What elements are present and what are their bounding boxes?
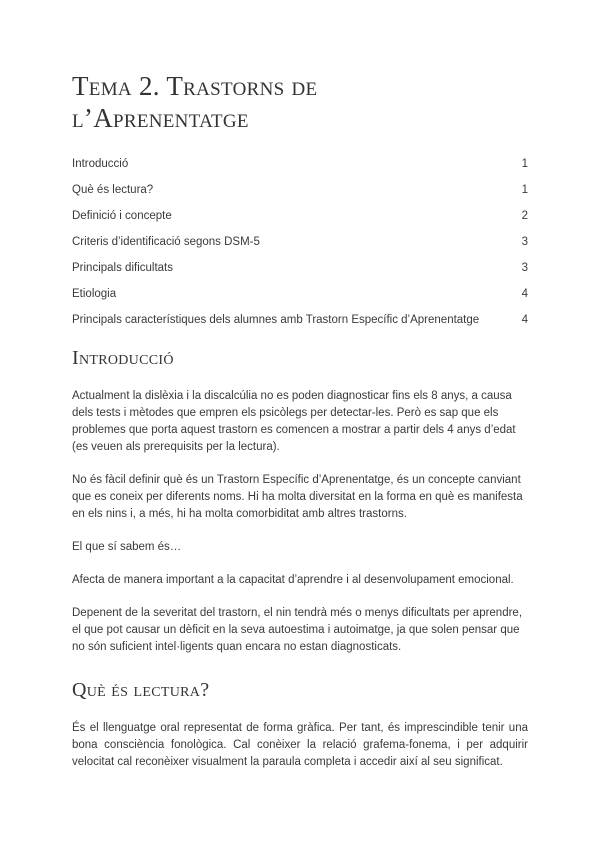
toc-entry-page: 4 (521, 314, 528, 326)
section-heading-que-es-lectura: Què és lectura? (72, 679, 210, 701)
toc-entry-caracteristiques[interactable] (72, 312, 528, 338)
toc-entry-introduccio[interactable] (72, 156, 528, 182)
toc-entry-dificultats[interactable] (72, 260, 528, 286)
toc-entry-que-es-lectura[interactable] (72, 182, 528, 208)
paragraph: És el llenguatge oral representat de forma gràfica. Per tant, és imprescindible tenir una bona consciència fonològica. Cal conèixer la relació grafema-fonema, i per adquirir velocitat cal reconèixer visualment la paraula completa i accedir així al seu significat. (72, 722, 528, 768)
paragraph: Depenent de la severitat del trastorn, el nin tendrà més o menys dificultats per aprendre, el que pot causar un dèficit en la seva autoestima i autoimatge, ja que solen pensar que no són suficient intel·ligents quan encara no estan diagnosticats. (72, 607, 523, 653)
document-title (72, 70, 528, 134)
toc-entry-page: 1 (521, 158, 528, 170)
toc-entry-label: Principals característiques dels alumnes amb Trastorn Específic d’Aprenentatge (72, 314, 480, 326)
toc-entry-page: 3 (521, 236, 528, 248)
paragraph: Afecta de manera important a la capacitat d’aprendre i al desenvolupament emocional. (72, 574, 514, 586)
paragraph: Actualment la dislèxia i la discalcúlia no es poden diagnosticar fins els 8 anys, a causa dels tests i mètodes que empren els psicòlegs per detectar-les. Però es sap que els problemes que porta aquest trastorn es comencen a mostrar a partir dels 4 anys d’edat (es veuen als prerequisits per la lectura). (72, 390, 516, 453)
toc-entry-definicio[interactable] (72, 208, 528, 234)
document-title-line-2: l’Aprenentatge (72, 103, 249, 133)
toc-entry-criteris[interactable] (72, 234, 528, 260)
toc-entry-page: 3 (521, 262, 528, 274)
toc-entry-etiologia[interactable] (72, 286, 528, 312)
toc-entry-label: Criteris d’identificació segons DSM-5 (72, 236, 260, 248)
table-of-contents (72, 156, 528, 338)
toc-entry-page: 1 (521, 184, 528, 196)
toc-entry-label: Què és lectura? (72, 184, 154, 196)
paragraph: No és fàcil definir què és un Trastorn Específic d’Aprenentatge, és un concepte canviant que es coneix per diferents noms. Hi ha molta diversitat en la forma en què es manifesta en els nins i, a més, hi ha molta comorbiditat amb altres trastorns. (72, 474, 523, 520)
document-title-line-1: Tema 2. Trastorns de (72, 71, 318, 101)
toc-entry-page: 2 (521, 210, 528, 222)
section-heading-introduccio: Introducció (72, 347, 174, 369)
toc-entry-label: Definició i concepte (72, 210, 172, 222)
paragraph: El que sí sabem és… (72, 541, 182, 553)
toc-entry-page: 4 (521, 288, 528, 300)
toc-entry-label: Etiologia (72, 288, 117, 300)
toc-entry-label: Principals dificultats (72, 262, 173, 274)
document-page (72, 70, 528, 787)
toc-entry-label: Introducció (72, 158, 129, 170)
